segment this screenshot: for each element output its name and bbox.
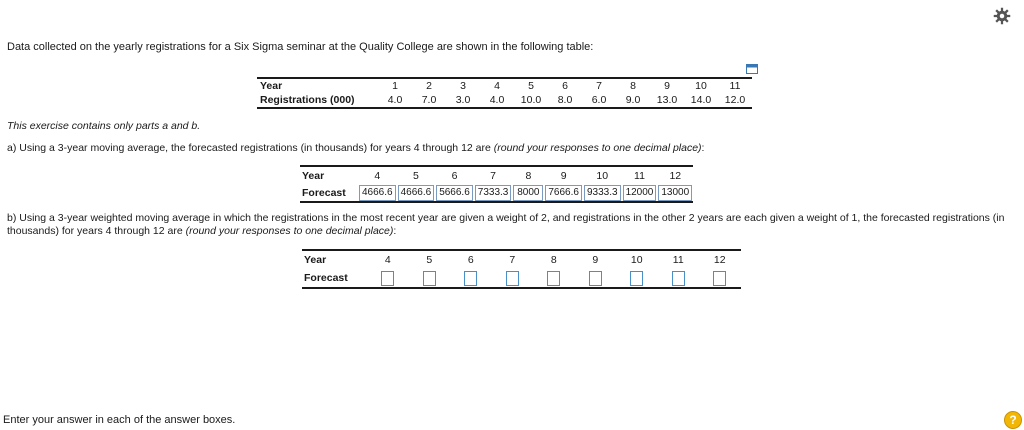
part-b-prefix: b) Using a 3-year weighted moving average in which the registrations in the most recent year are given a weight of 2, and registrations in the other 2 years are each given a weight of 1, the forecasted registrations (in thousands) for years 4 through 12 are [7,212,1005,237]
year-cell: 11 [718,78,752,93]
answer-field[interactable]: 4666.6 [359,185,396,201]
part-a-table [300,165,693,203]
registrations-label: Registrations (000) [257,93,378,108]
registrations-row [257,93,752,108]
year-cell: 7 [582,78,616,93]
registrations-cell: 13.0 [650,93,684,108]
registrations-cell: 4.0 [480,93,514,108]
part-b-year-cell: 7 [492,250,534,269]
registrations-cell: 8.0 [548,93,582,108]
registrations-cell: 7.0 [412,93,446,108]
year-cell: 4 [480,78,514,93]
registrations-cell: 10.0 [514,93,548,108]
part-b-forecast-label: Forecast [302,269,367,288]
part-b-instruction: (round your responses to one decimal place) [185,225,394,237]
gear-icon[interactable] [993,7,1011,25]
registrations-cell: 14.0 [684,93,718,108]
year-cell: 5 [514,78,548,93]
registrations-cell: 4.0 [378,93,412,108]
part-a-year-cell: 5 [397,166,436,184]
answer-field[interactable]: 8000 [513,185,543,201]
part-a-forecast-label: Forecast [300,184,358,202]
part-b-year-cell: 10 [616,250,658,269]
registrations-cell: 12.0 [718,93,752,108]
part-a-year-cell: 9 [544,166,583,184]
registrations-cell: 3.0 [446,93,480,108]
copy-icon[interactable] [746,64,758,74]
part-a-year-label: Year [300,166,358,184]
part-b-question [7,212,1017,238]
exercise-note: This exercise contains only parts a and b. [7,120,201,132]
answer-field[interactable]: 7666.6 [545,185,582,201]
part-a-year-cell: 10 [583,166,622,184]
answer-input[interactable] [630,271,643,286]
answer-field[interactable]: 5666.6 [436,185,473,201]
part-b-suffix: : [393,225,397,237]
part-b-table [302,249,741,289]
part-a-year-cell: 6 [435,166,474,184]
part-b-year-cell: 11 [658,250,700,269]
part-b-year-row [302,250,741,269]
answer-field[interactable]: 13000 [658,185,692,201]
year-cell: 10 [684,78,718,93]
part-a-year-cell: 12 [657,166,693,184]
answer-field[interactable]: 9333.3 [584,185,621,201]
answer-input[interactable] [589,271,602,286]
answer-input[interactable] [423,271,436,286]
part-b-year-cell: 9 [575,250,617,269]
answer-field[interactable]: 4666.6 [398,185,435,201]
part-a-instruction: (round your responses to one decimal place) [493,142,702,154]
year-cell: 1 [378,78,412,93]
part-b-year-cell: 6 [450,250,492,269]
intro-text: Data collected on the yearly registrations for a Six Sigma seminar at the Quality College are shown in the following table: [7,41,594,53]
answer-input[interactable] [547,271,560,286]
part-a-suffix: : [701,142,705,154]
year-row [257,78,752,93]
part-b-year-cell: 8 [533,250,575,269]
year-cell: 3 [446,78,480,93]
year-cell: 9 [650,78,684,93]
part-a-year-cell: 7 [474,166,513,184]
footer-instruction: Enter your answer in each of the answer boxes. [3,414,236,426]
part-b-year-cell: 5 [409,250,451,269]
part-a-year-cell: 4 [358,166,397,184]
answer-input[interactable] [506,271,519,286]
answer-field[interactable]: 12000 [623,185,657,201]
part-a-year-cell: 11 [622,166,658,184]
answer-input[interactable] [381,271,394,286]
year-cell: 6 [548,78,582,93]
part-a-prefix: a) Using a 3-year moving average, the forecasted registrations (in thousands) for years 4 through 12 are [7,142,494,154]
part-b-year-cell: 12 [699,250,741,269]
answer-input[interactable] [464,271,477,286]
part-a-question [7,142,704,154]
registrations-cell: 6.0 [582,93,616,108]
part-b-forecast-row [302,269,741,288]
answer-field[interactable]: 7333.3 [475,185,512,201]
part-a-forecast-row [300,184,693,202]
year-cell: 8 [616,78,650,93]
part-a-year-row [300,166,693,184]
registrations-table [257,77,752,109]
part-b-year-cell: 4 [367,250,409,269]
year-cell: 2 [412,78,446,93]
answer-input[interactable] [672,271,685,286]
part-a-year-cell: 8 [512,166,544,184]
help-icon[interactable]: ? [1004,411,1022,429]
year-label: Year [257,78,378,93]
registrations-cell: 9.0 [616,93,650,108]
part-b-year-label: Year [302,250,367,269]
answer-input[interactable] [713,271,726,286]
